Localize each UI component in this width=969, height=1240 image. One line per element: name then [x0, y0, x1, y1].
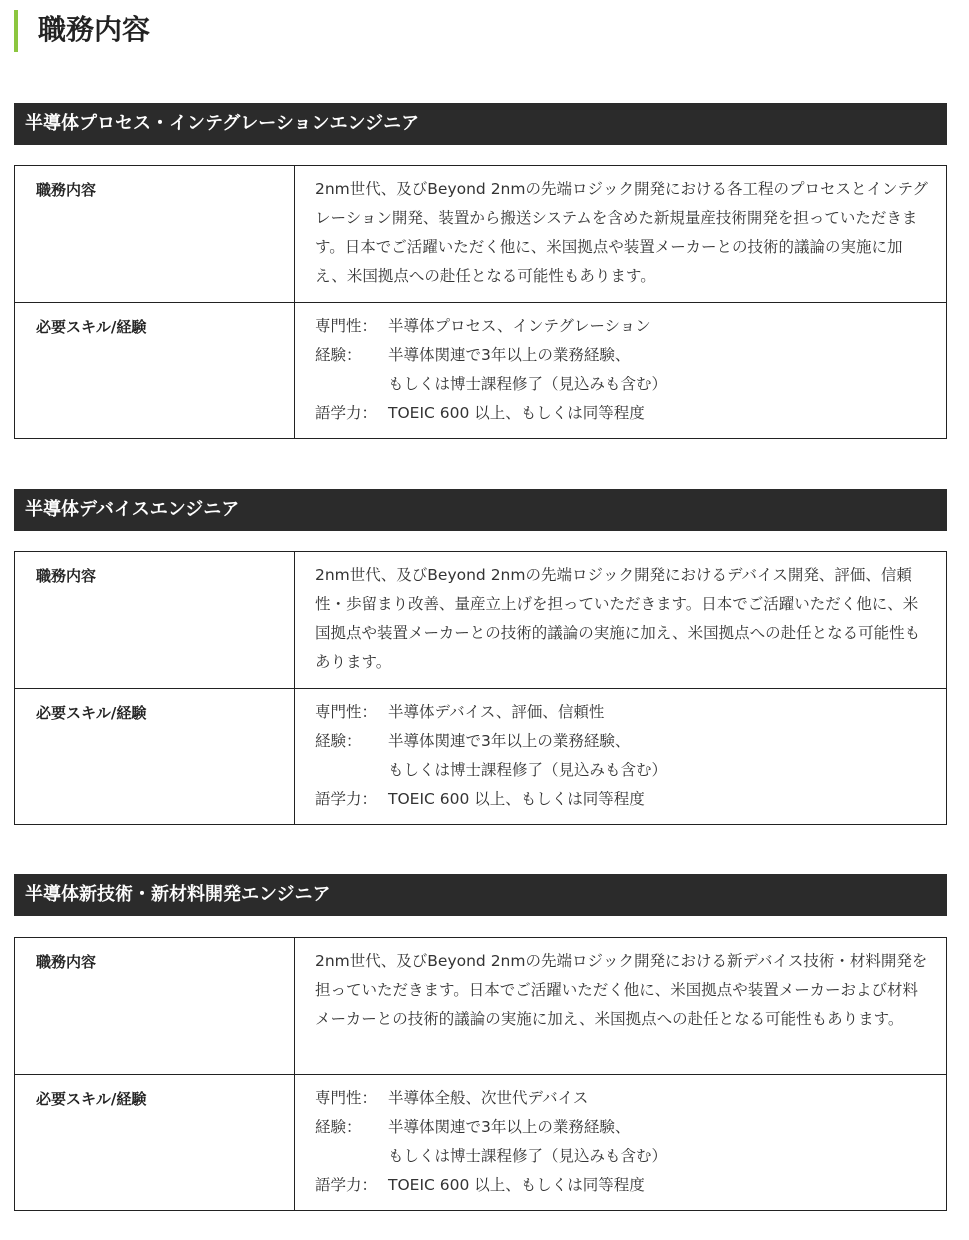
- skills-label: 必要スキル/経験: [15, 303, 295, 438]
- expertise-key: 専門性：: [315, 1089, 378, 1107]
- job-table: [14, 551, 947, 825]
- skills-list: [295, 303, 946, 438]
- experience-line: [315, 341, 932, 370]
- experience-line-2: [315, 1142, 932, 1171]
- expertise-value: 半導体全般、次世代デバイス: [388, 1089, 589, 1107]
- duties-text: 2nm世代、及びBeyond 2nmの先端ロジック開発における新デバイス技術・材料開発を担っていただきます。日本でご活躍いただく他に、米国拠点や装置メーカーおよび材料メーカーとの技術的議論の実施に加え、米国拠点への赴任となる可能性もあります。: [315, 952, 928, 1028]
- duties-row: [15, 938, 946, 1074]
- experience-line: [315, 727, 932, 756]
- job-table: [14, 165, 947, 439]
- job-table: [14, 937, 947, 1211]
- duties-label: 職務内容: [15, 166, 295, 302]
- language-value: TOEIC 600 以上、もしくは同等程度: [388, 404, 645, 422]
- page-title: 職務内容: [14, 10, 150, 52]
- skills-label: 必要スキル/経験: [15, 1075, 295, 1210]
- expertise-key: 専門性：: [315, 703, 378, 721]
- duties-text: 2nm世代、及びBeyond 2nmの先端ロジック開発における各工程のプロセスとインテグレーション開発、装置から搬送システムを含めた新規量産技術開発を担っていただきます。日本でご活躍いただく他に、米国拠点や装置メーカーとの技術的議論の実施に加え、米国拠点への赴任となる可能性もあります。: [315, 180, 928, 285]
- duties-row: [15, 552, 946, 688]
- duties-label: 職務内容: [15, 552, 295, 688]
- expertise-value: 半導体デバイス、評価、信頼性: [388, 703, 605, 721]
- experience-line: [315, 1113, 932, 1142]
- language-key: 語学力：: [315, 790, 378, 808]
- job-section-process-integration: [14, 103, 947, 422]
- skills-list: [295, 689, 946, 824]
- duties-row: [15, 166, 946, 302]
- experience-key: 経験：: [315, 346, 362, 364]
- language-key: 語学力：: [315, 1176, 378, 1194]
- experience-line-2: [315, 756, 932, 785]
- experience-value-1: 半導体関連で3年以上の業務経験、: [388, 346, 631, 364]
- skills-row: [15, 1074, 946, 1210]
- expertise-value: 半導体プロセス、インテグレーション: [388, 317, 651, 335]
- section-header: 半導体プロセス・インテグレーションエンジニア: [14, 103, 947, 145]
- section-header: 半導体デバイスエンジニア: [14, 489, 947, 531]
- language-line: [315, 785, 932, 814]
- experience-value-2: もしくは博士課程修了（見込みも含む）: [388, 761, 668, 779]
- job-section-device: [14, 489, 947, 808]
- language-line: [315, 399, 932, 428]
- expertise-key: 専門性：: [315, 317, 378, 335]
- language-value: TOEIC 600 以上、もしくは同等程度: [388, 1176, 645, 1194]
- experience-key: 経験：: [315, 732, 362, 750]
- duties-label: 職務内容: [15, 938, 295, 1074]
- experience-value-2: もしくは博士課程修了（見込みも含む）: [388, 375, 668, 393]
- language-key: 語学力：: [315, 404, 378, 422]
- expertise-line: [315, 1084, 932, 1113]
- skills-row: [15, 688, 946, 824]
- language-line: [315, 1171, 932, 1200]
- expertise-line: [315, 312, 932, 341]
- experience-key: 経験：: [315, 1118, 362, 1136]
- job-section-new-materials: [14, 874, 947, 1194]
- expertise-line: [315, 698, 932, 727]
- experience-value-1: 半導体関連で3年以上の業務経験、: [388, 1118, 631, 1136]
- experience-value-2: もしくは博士課程修了（見込みも含む）: [388, 1147, 668, 1165]
- skills-label: 必要スキル/経験: [15, 689, 295, 824]
- experience-value-1: 半導体関連で3年以上の業務経験、: [388, 732, 631, 750]
- skills-list: [295, 1075, 946, 1210]
- experience-line-2: [315, 370, 932, 399]
- duties-text: 2nm世代、及びBeyond 2nmの先端ロジック開発におけるデバイス開発、評価、信頼性・歩留まり改善、量産立上げを担っていただきます。日本でご活躍いただく他に、米国拠点や装置メーカーとの技術的議論の実施に加え、米国拠点への赴任となる可能性もあります。: [315, 566, 921, 671]
- language-value: TOEIC 600 以上、もしくは同等程度: [388, 790, 645, 808]
- section-header: 半導体新技術・新材料開発エンジニア: [14, 874, 947, 916]
- skills-row: [15, 302, 946, 438]
